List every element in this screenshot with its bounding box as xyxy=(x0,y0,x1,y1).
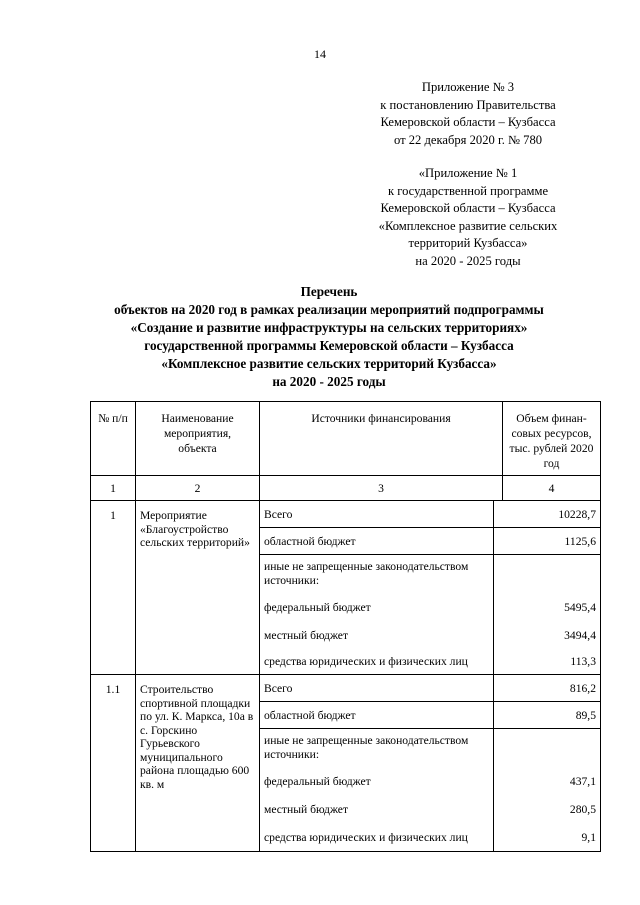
sources-cell xyxy=(260,501,601,675)
header-volume: Объем финан-совых ресурсов, тыс. рублей 2020 год xyxy=(503,402,601,476)
row-name: Мероприятие «Благоустройство сельских территорий» xyxy=(136,501,260,675)
source-label: Всего xyxy=(260,675,494,702)
source-value: 3494,4 xyxy=(564,628,596,642)
appendix-main-line: Кемеровской области – Кузбасса xyxy=(380,115,556,129)
column-number: 3 xyxy=(260,476,503,501)
source-label: Всего xyxy=(260,501,494,528)
column-number-row xyxy=(91,476,601,501)
heading-line: объектов на 2020 год в рамках реализации мероприятий подпрограммы xyxy=(114,302,544,317)
source-row xyxy=(260,823,600,851)
page-number: 14 xyxy=(314,47,326,61)
source-value: 113,3 xyxy=(570,655,596,668)
row-number: 1.1 xyxy=(91,675,136,852)
source-row xyxy=(260,729,600,768)
source-label: иные не запрещенные законодательством источники: xyxy=(260,555,494,594)
source-label: областной бюджет xyxy=(260,702,494,729)
source-value: 1125,6 xyxy=(494,528,601,555)
source-row xyxy=(260,767,600,795)
appendix-main-block xyxy=(352,79,584,149)
source-row xyxy=(260,528,600,555)
source-value: 10228,7 xyxy=(494,501,601,528)
table-row xyxy=(91,501,601,675)
source-value: 280,5 xyxy=(569,802,596,816)
column-number: 2 xyxy=(136,476,260,501)
table-header-row xyxy=(91,402,601,476)
source-value: 9,1 xyxy=(581,830,596,844)
header-num: № п/п xyxy=(91,402,136,476)
source-label: местный бюджет xyxy=(260,795,494,823)
appendix-inner-line: «Комплексное развитие сельских xyxy=(378,218,558,233)
source-label: федеральный бюджет xyxy=(260,767,494,795)
source-value: 5495,4 xyxy=(564,600,596,614)
source-row xyxy=(260,675,600,702)
source-row xyxy=(260,501,600,528)
appendix-inner-line: Кемеровской области – Кузбасса xyxy=(380,201,556,215)
source-value: 437,1 xyxy=(569,774,596,788)
appendix-inner-line: на 2020 - 2025 годы xyxy=(415,253,521,268)
row-number: 1 xyxy=(91,501,136,675)
source-row xyxy=(260,702,600,729)
appendix-inner-line: «Приложение № 1 xyxy=(418,166,518,180)
sources-cell xyxy=(260,675,601,852)
source-label: федеральный бюджет xyxy=(260,593,494,621)
heading-line: «Комплексное развитие сельских территорий Кузбасса» xyxy=(161,356,497,371)
header-name: Наименование мероприятия, объекта xyxy=(136,402,260,476)
source-row xyxy=(260,593,600,621)
sources-table xyxy=(260,501,600,674)
source-row xyxy=(260,555,600,594)
heading-line: государственной программы Кемеровской области – Кузбасса xyxy=(144,338,514,353)
appendix-main-line: от 22 декабря 2020 г. № 780 xyxy=(393,132,543,147)
heading-line: на 2020 - 2025 годы xyxy=(272,374,386,389)
source-row xyxy=(260,649,600,674)
source-label: местный бюджет xyxy=(260,621,494,649)
appendix-inner-line: к государственной программе xyxy=(387,183,549,198)
row-name: Строительство спортивной площадки по ул. К. Маркса, 10а в с. Горскино Гурьевского муниципального района площадью 600 кв. м xyxy=(136,675,260,852)
source-label: областной бюджет xyxy=(260,528,494,555)
source-label: средства юридических и физических лиц xyxy=(260,649,494,674)
column-number: 4 xyxy=(503,476,601,501)
appendix-inner-block xyxy=(352,165,584,270)
appendix-inner-line: территорий Кузбасса» xyxy=(408,236,528,250)
source-value xyxy=(494,555,601,594)
source-row xyxy=(260,621,600,649)
appendix-main-line: Приложение № 3 xyxy=(421,80,515,94)
table-row xyxy=(91,675,601,852)
source-value xyxy=(494,729,601,768)
document-heading xyxy=(60,283,598,391)
objects-table xyxy=(90,401,601,852)
column-number: 1 xyxy=(91,476,136,501)
sources-table xyxy=(260,675,600,851)
heading-line: «Создание и развитие инфраструктуры на сельских территориях» xyxy=(130,320,528,335)
source-value: 89,5 xyxy=(494,702,601,729)
source-value: 816,2 xyxy=(494,675,601,702)
appendix-main-line: к постановлению Правительства xyxy=(380,97,556,112)
source-row xyxy=(260,795,600,823)
heading-line: Перечень xyxy=(300,284,358,299)
source-label: средства юридических и физических лиц xyxy=(260,823,494,851)
header-sources: Источники финансирования xyxy=(260,402,503,476)
source-label: иные не запрещенные законодательством источники: xyxy=(260,729,494,768)
